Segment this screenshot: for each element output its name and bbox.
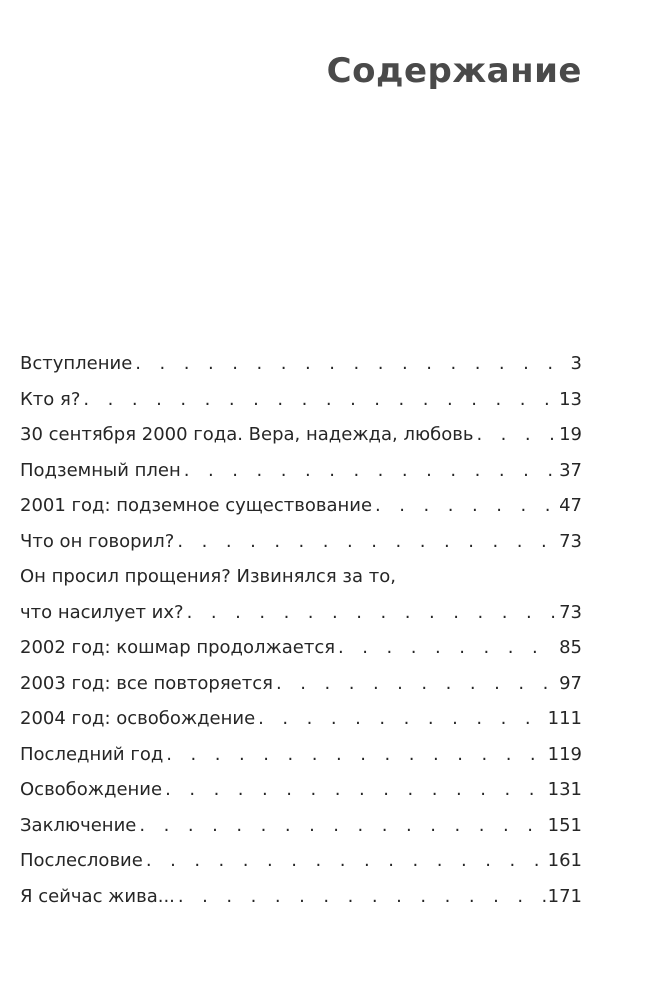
toc-leader-dots bbox=[83, 382, 557, 418]
toc-entry bbox=[20, 417, 582, 453]
toc-leader-dots bbox=[258, 701, 545, 737]
toc-entry-label: Последний год bbox=[20, 743, 164, 765]
toc-leader-dots bbox=[276, 666, 557, 702]
toc-entry bbox=[20, 382, 582, 418]
toc-leader-dots bbox=[476, 417, 557, 453]
toc-page-number: 171 bbox=[547, 885, 582, 907]
toc-leader-dots bbox=[184, 453, 557, 489]
toc-page-number: 37 bbox=[559, 459, 582, 481]
toc-entry-label: 2003 год: все повторяется bbox=[20, 672, 273, 694]
toc-leader-dots bbox=[375, 488, 557, 524]
toc-entry-label: Я сейчас жива... bbox=[20, 885, 175, 907]
toc-entry bbox=[20, 595, 582, 631]
toc-entry-first-line bbox=[20, 559, 582, 595]
toc-page-number: 161 bbox=[547, 850, 582, 871]
toc-page-number: 19 bbox=[559, 424, 582, 445]
toc-entry-label: Подземный плен bbox=[20, 459, 181, 481]
toc-leader-dots bbox=[166, 737, 545, 773]
toc-leader-dots bbox=[338, 630, 557, 666]
toc-leader-dots bbox=[165, 772, 546, 808]
toc-leader-dots bbox=[146, 843, 546, 879]
toc-page-number: 111 bbox=[547, 708, 582, 729]
toc-entry bbox=[20, 488, 582, 524]
toc-entry bbox=[20, 524, 582, 560]
toc-leader-dots bbox=[187, 595, 558, 631]
toc-page-number: 3 bbox=[570, 353, 582, 374]
toc-entry bbox=[20, 772, 582, 808]
toc-entry-label: 2004 год: освобождение bbox=[20, 708, 256, 729]
toc-page-number: 13 bbox=[559, 388, 582, 410]
toc-page-number: 151 bbox=[547, 814, 582, 836]
toc-entry-label: что насилует их? bbox=[20, 601, 184, 623]
toc-page-number: 131 bbox=[547, 779, 582, 800]
toc-entry bbox=[20, 666, 582, 702]
toc-page-number: 85 bbox=[559, 637, 582, 658]
toc-entry-label: Освобождение bbox=[20, 779, 163, 800]
toc-page-number: 97 bbox=[559, 672, 582, 694]
toc-entry bbox=[20, 453, 582, 489]
toc-page-number: 119 bbox=[547, 743, 582, 765]
toc-entry bbox=[20, 630, 582, 666]
toc-leader-dots bbox=[177, 524, 557, 560]
toc-entry bbox=[20, 701, 582, 737]
toc-entry bbox=[20, 843, 582, 879]
toc-page-number: 73 bbox=[559, 601, 582, 623]
table-of-contents bbox=[20, 346, 582, 914]
toc-entry-label: Кто я? bbox=[20, 388, 81, 410]
toc-leader-dots bbox=[135, 346, 568, 382]
toc-entry bbox=[20, 346, 582, 382]
toc-page-number: 47 bbox=[559, 495, 582, 516]
toc-page-number: 73 bbox=[559, 530, 582, 552]
toc-leader-dots bbox=[139, 808, 545, 844]
toc-entry-label: Вступление bbox=[20, 353, 133, 374]
toc-entry-label: 2002 год: кошмар продолжается bbox=[20, 637, 336, 658]
toc-entry bbox=[20, 808, 582, 844]
toc-entry-label: Он просил прощения? Извинялся за то, bbox=[20, 566, 396, 587]
toc-leader-dots bbox=[178, 879, 546, 915]
toc-entry bbox=[20, 737, 582, 773]
toc-entry-label: Заключение bbox=[20, 814, 137, 836]
toc-entry-label: Послесловие bbox=[20, 850, 143, 871]
toc-entry-label: Что он говорил? bbox=[20, 530, 175, 552]
toc-entry bbox=[20, 879, 582, 915]
toc-entry-label: 30 сентября 2000 года. Вера, надежда, любовь bbox=[20, 424, 474, 445]
toc-entry-label: 2001 год: подземное существование bbox=[20, 495, 373, 516]
page-title: Содержание bbox=[326, 50, 582, 91]
